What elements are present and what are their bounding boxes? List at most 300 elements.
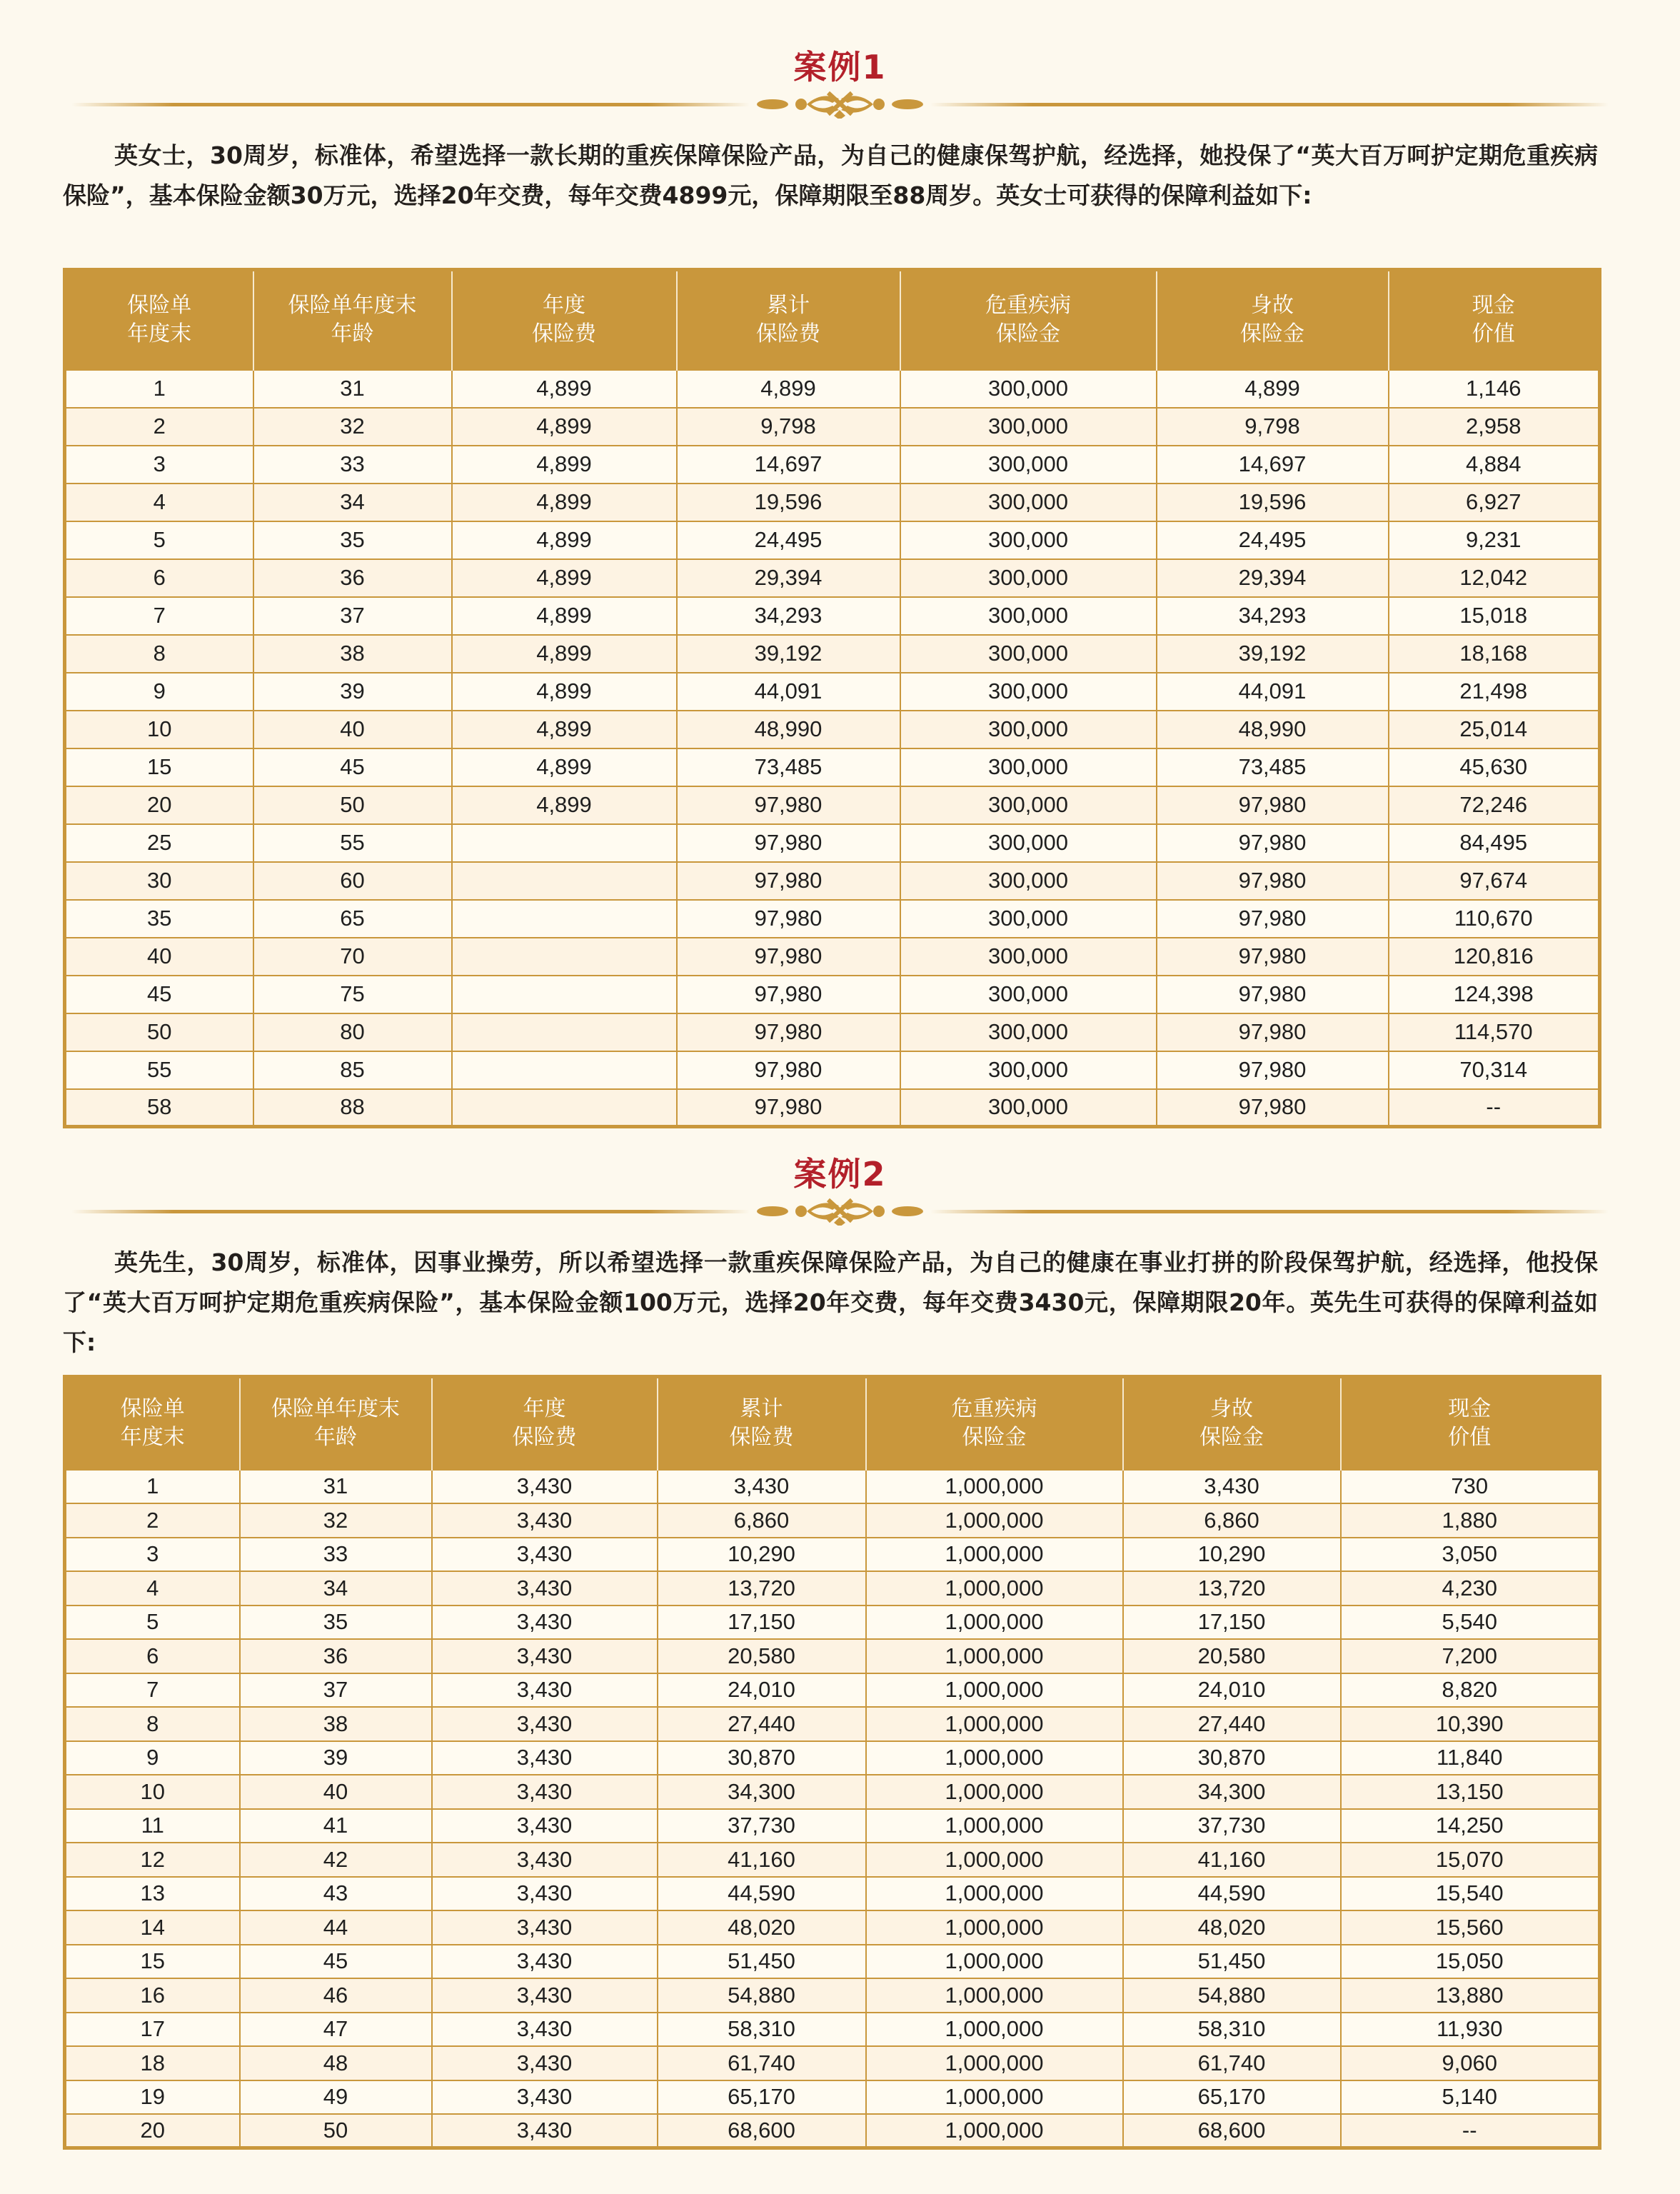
table-cell: 30,870 <box>1123 1741 1341 1775</box>
column-header-line: 现金 <box>1448 1396 1492 1422</box>
column-header-line: 保险金 <box>962 1425 1027 1451</box>
table-cell: 5 <box>65 1606 240 1640</box>
table-cell: 41,160 <box>658 1843 866 1877</box>
table-cell: 13 <box>65 1877 240 1911</box>
column-header-line: 危重疾病 <box>951 1396 1037 1422</box>
table-cell: 3,430 <box>432 1707 658 1741</box>
table-cell: 34,293 <box>1157 597 1389 635</box>
table-row <box>65 1013 1600 1051</box>
table-cell: 300,000 <box>900 1089 1157 1127</box>
table-cell: 60 <box>253 862 452 900</box>
table-cell: 85 <box>253 1051 452 1089</box>
table-cell: 9 <box>65 673 253 711</box>
table-cell: 14,697 <box>1157 446 1389 484</box>
column-header-line: 保险费 <box>532 321 596 347</box>
table-row <box>65 597 1600 635</box>
table-cell: 300,000 <box>900 635 1157 673</box>
table-cell: 40 <box>240 1775 432 1809</box>
table-cell: 15 <box>65 748 253 786</box>
table-header-row <box>65 1377 1600 1470</box>
table-cell: 39,192 <box>677 635 900 673</box>
table-cell: 34 <box>240 1571 432 1606</box>
table-cell: 18 <box>65 2046 240 2080</box>
table-cell: 4,899 <box>452 597 677 635</box>
table-row <box>65 1741 1600 1775</box>
table-cell: 11,840 <box>1341 1741 1600 1775</box>
table-cell: 75 <box>253 976 452 1013</box>
table-cell: 97,980 <box>1157 900 1389 938</box>
table-row <box>65 938 1600 976</box>
table-cell: 24,495 <box>677 521 900 559</box>
table-cell: 50 <box>65 1013 253 1051</box>
table-cell: 124,398 <box>1389 976 1600 1013</box>
column-header <box>900 270 1157 370</box>
table-cell: 300,000 <box>900 976 1157 1013</box>
table-cell: 1,000,000 <box>866 1877 1123 1911</box>
column-header <box>65 1377 240 1470</box>
table-cell: 1,000,000 <box>866 1571 1123 1606</box>
table-row <box>65 900 1600 938</box>
table-cell: 41 <box>240 1809 432 1843</box>
table-cell: 97,980 <box>1157 1051 1389 1089</box>
table-cell: 97,980 <box>677 900 900 938</box>
table-cell: 4,230 <box>1341 1571 1600 1606</box>
table-cell: 4,899 <box>452 711 677 748</box>
table-cell: 31 <box>253 370 452 408</box>
table-row <box>65 1639 1600 1673</box>
table-row <box>65 1775 1600 1809</box>
table-cell: 1,000,000 <box>866 1639 1123 1673</box>
table-cell: 55 <box>253 824 452 862</box>
table-cell: 47 <box>240 2013 432 2047</box>
table-cell: 3,430 <box>432 1571 658 1606</box>
table-row <box>65 1673 1600 1708</box>
table-cell: 48,990 <box>1157 711 1389 748</box>
table-cell: 36 <box>240 1639 432 1673</box>
column-header <box>658 1377 866 1470</box>
table-cell: 11,930 <box>1341 2013 1600 2047</box>
column-header-line: 保险费 <box>512 1425 577 1451</box>
table-cell: 70,314 <box>1389 1051 1600 1089</box>
column-header <box>866 1377 1123 1470</box>
table-cell: 97,980 <box>1157 824 1389 862</box>
table-row <box>65 1809 1600 1843</box>
table-cell: 45,630 <box>1389 748 1600 786</box>
table-cell: 97,980 <box>677 938 900 976</box>
column-header-line: 现金 <box>1472 293 1515 319</box>
case2-title: 案例2 <box>793 1155 887 1193</box>
table-cell: 4,899 <box>452 521 677 559</box>
table-row <box>65 2114 1600 2148</box>
table-cell: 33 <box>240 1538 432 1572</box>
column-header <box>1389 270 1600 370</box>
table-row <box>65 446 1600 484</box>
table-cell: 3,430 <box>432 1741 658 1775</box>
table-cell: 10 <box>65 1775 240 1809</box>
table-cell: 19 <box>65 2080 240 2115</box>
table-cell: 12 <box>65 1843 240 1877</box>
case1-description: 英女士，30周岁，标准体，希望选择一款长期的重疾保障保险产品，为自己的健康保驾护航，经选择，她投保了“英大百万呵护定期危重疾病保险”，基本保险金额30万元，选择20年交费，每年交费4899元，保障期限至88周岁。英女士可获得的保障利益如下: <box>63 141 1598 209</box>
table-cell: 3 <box>65 1538 240 1572</box>
column-header-line: 价值 <box>1472 321 1515 347</box>
table-cell: 37,730 <box>1123 1809 1341 1843</box>
table-cell: 27,440 <box>658 1707 866 1741</box>
table-cell: 4 <box>65 484 253 521</box>
table-row <box>65 976 1600 1013</box>
table-cell: 38 <box>253 635 452 673</box>
table-cell: 9,798 <box>677 408 900 446</box>
table-cell: 44 <box>240 1910 432 1945</box>
table-cell: 24,010 <box>1123 1673 1341 1708</box>
table-cell: 1,000,000 <box>866 1503 1123 1538</box>
table-cell: 4,899 <box>452 484 677 521</box>
table-cell: 40 <box>253 711 452 748</box>
table-cell: 24,010 <box>658 1673 866 1708</box>
table-cell: 300,000 <box>900 786 1157 824</box>
table-cell: 9,060 <box>1341 2046 1600 2080</box>
table-row <box>65 748 1600 786</box>
table-cell: 97,980 <box>677 1013 900 1051</box>
table-cell: 61,740 <box>658 2046 866 2080</box>
table-cell: 30 <box>65 862 253 900</box>
table-cell: 97,980 <box>677 862 900 900</box>
table-cell: 300,000 <box>900 559 1157 597</box>
table-cell: 300,000 <box>900 370 1157 408</box>
table-cell: 44,091 <box>677 673 900 711</box>
table-cell: 1,000,000 <box>866 1945 1123 1979</box>
table-row <box>65 2080 1600 2115</box>
table-cell: 32 <box>240 1503 432 1538</box>
table-cell: 300,000 <box>900 900 1157 938</box>
case2-benefit-table <box>63 1375 1601 2150</box>
table-cell: 13,720 <box>1123 1571 1341 1606</box>
table-cell: 34,300 <box>1123 1775 1341 1809</box>
table-cell: 37 <box>253 597 452 635</box>
table-cell <box>452 824 677 862</box>
column-header <box>1157 270 1389 370</box>
table-cell: 1,000,000 <box>866 1809 1123 1843</box>
column-header-line: 年度 <box>543 293 585 319</box>
table-row <box>65 2013 1600 2047</box>
column-header-line: 保险金 <box>1240 321 1304 347</box>
table-cell <box>452 938 677 976</box>
table-cell: 14,250 <box>1341 1809 1600 1843</box>
column-header <box>240 1377 432 1470</box>
table-cell: 1 <box>65 370 253 408</box>
table-cell: 40 <box>65 938 253 976</box>
table-cell: 80 <box>253 1013 452 1051</box>
table-cell: 5,540 <box>1341 1606 1600 1640</box>
table-cell: 4,899 <box>452 446 677 484</box>
table-cell: 97,980 <box>677 1089 900 1127</box>
table-cell: 45 <box>65 976 253 1013</box>
table-cell <box>452 1013 677 1051</box>
table-cell: 16 <box>65 1978 240 2013</box>
table-cell: 35 <box>240 1606 432 1640</box>
table-cell: 54,880 <box>658 1978 866 2013</box>
table-cell: 4,899 <box>677 370 900 408</box>
table-cell: 73,485 <box>1157 748 1389 786</box>
table-row <box>65 786 1600 824</box>
table-cell: 29,394 <box>1157 559 1389 597</box>
table-cell: 41,160 <box>1123 1843 1341 1877</box>
table-cell <box>452 862 677 900</box>
table-cell: 2 <box>65 1503 240 1538</box>
table-cell: 9 <box>65 1741 240 1775</box>
table-cell: 97,980 <box>677 824 900 862</box>
table-cell: 68,600 <box>1123 2114 1341 2148</box>
table-cell: 10,390 <box>1341 1707 1600 1741</box>
table-cell: 48,990 <box>677 711 900 748</box>
column-header-line: 累计 <box>740 1396 783 1422</box>
table-cell: 1,000,000 <box>866 1673 1123 1708</box>
table-row <box>65 1089 1600 1127</box>
table-cell: 97,980 <box>1157 1013 1389 1051</box>
table-cell: -- <box>1341 2114 1600 2148</box>
table-cell: 3,430 <box>432 2013 658 2047</box>
table-cell: 97,674 <box>1389 862 1600 900</box>
case1-benefit-table <box>63 268 1601 1128</box>
table-cell: 3,430 <box>658 1470 866 1504</box>
column-header-line: 年度末 <box>120 1425 185 1451</box>
case1-title: 案例1 <box>793 48 887 86</box>
table-cell: 65,170 <box>658 2080 866 2115</box>
table-cell: 97,980 <box>677 786 900 824</box>
table-cell: 49 <box>240 2080 432 2115</box>
table-cell: 3,430 <box>432 2114 658 2148</box>
table-cell: 15,018 <box>1389 597 1600 635</box>
table-cell: 17,150 <box>658 1606 866 1640</box>
ornament-divider-icon <box>71 1197 1609 1226</box>
table-cell: 50 <box>253 786 452 824</box>
table-cell: 300,000 <box>900 521 1157 559</box>
case2-table-body <box>65 1470 1600 2148</box>
table-cell: 1,000,000 <box>866 2013 1123 2047</box>
table-cell: 20 <box>65 786 253 824</box>
table-cell: 97,980 <box>1157 938 1389 976</box>
table-cell: 97,980 <box>1157 862 1389 900</box>
column-header-line: 保险费 <box>729 1425 794 1451</box>
table-cell: 3,430 <box>432 1843 658 1877</box>
table-cell: 25 <box>65 824 253 862</box>
table-cell: 39 <box>253 673 452 711</box>
table-row <box>65 1538 1600 1572</box>
table-row <box>65 711 1600 748</box>
table-cell: 6,860 <box>1123 1503 1341 1538</box>
table-cell: 300,000 <box>900 862 1157 900</box>
table-cell: 300,000 <box>900 597 1157 635</box>
table-cell: 300,000 <box>900 711 1157 748</box>
table-cell: 4,884 <box>1389 446 1600 484</box>
table-cell: 7 <box>65 1673 240 1708</box>
table-cell: 54,880 <box>1123 1978 1341 2013</box>
case1-table-body <box>65 370 1600 1127</box>
table-cell: 6 <box>65 559 253 597</box>
column-header <box>253 270 452 370</box>
table-cell: 50 <box>240 2114 432 2148</box>
table-cell: 7,200 <box>1341 1639 1600 1673</box>
table-cell: 5 <box>65 521 253 559</box>
table-cell: 1,146 <box>1389 370 1600 408</box>
table-cell: 1 <box>65 1470 240 1504</box>
table-cell: 15,560 <box>1341 1910 1600 1945</box>
table-cell: 13,150 <box>1341 1775 1600 1809</box>
table-cell: 36 <box>253 559 452 597</box>
table-cell: 3,430 <box>432 1775 658 1809</box>
table-row <box>65 1910 1600 1945</box>
table-cell: 300,000 <box>900 1013 1157 1051</box>
table-cell: 8 <box>65 635 253 673</box>
table-cell: 31 <box>240 1470 432 1504</box>
table-cell: 24,495 <box>1157 521 1389 559</box>
table-row <box>65 1571 1600 1606</box>
column-header-line: 年度末 <box>127 321 192 347</box>
column-header-line: 身故 <box>1210 1396 1253 1422</box>
table-cell: 97,980 <box>677 1051 900 1089</box>
table-cell: 73,485 <box>677 748 900 786</box>
table-cell: 97,980 <box>677 976 900 1013</box>
table-cell: 51,450 <box>658 1945 866 1979</box>
table-cell: 1,000,000 <box>866 1843 1123 1877</box>
table-cell: 30,870 <box>658 1741 866 1775</box>
table-cell: 11 <box>65 1809 240 1843</box>
table-cell: 68,600 <box>658 2114 866 2148</box>
table-cell: 48 <box>240 2046 432 2080</box>
table-cell: 4,899 <box>452 408 677 446</box>
table-cell: 70 <box>253 938 452 976</box>
table-cell: 1,000,000 <box>866 1707 1123 1741</box>
table-cell <box>452 976 677 1013</box>
table-row <box>65 862 1600 900</box>
column-header-line: 保险金 <box>996 321 1060 347</box>
table-cell: 1,000,000 <box>866 1606 1123 1640</box>
table-cell: 15 <box>65 1945 240 1979</box>
table-cell: 19,596 <box>1157 484 1389 521</box>
table-cell: 34,300 <box>658 1775 866 1809</box>
table-cell: 15,540 <box>1341 1877 1600 1911</box>
table-cell: 3 <box>65 446 253 484</box>
table-cell: 300,000 <box>900 748 1157 786</box>
table-row <box>65 673 1600 711</box>
table-cell: 2,958 <box>1389 408 1600 446</box>
table-cell: 9,798 <box>1157 408 1389 446</box>
table-cell: 4,899 <box>452 786 677 824</box>
table-cell: 84,495 <box>1389 824 1600 862</box>
table-cell: 6 <box>65 1639 240 1673</box>
table-row <box>65 370 1600 408</box>
table-cell: 3,430 <box>432 1673 658 1708</box>
table-row <box>65 1470 1600 1504</box>
table-cell: 10 <box>65 711 253 748</box>
table-cell: 44,590 <box>1123 1877 1341 1911</box>
table-cell: 72,246 <box>1389 786 1600 824</box>
table-cell: -- <box>1389 1089 1600 1127</box>
table-cell: 6,927 <box>1389 484 1600 521</box>
table-cell: 9,231 <box>1389 521 1600 559</box>
table-cell: 13,880 <box>1341 1978 1600 2013</box>
table-cell: 1,880 <box>1341 1503 1600 1538</box>
column-header <box>432 1377 658 1470</box>
column-header-line: 年龄 <box>331 321 374 347</box>
table-cell <box>452 1089 677 1127</box>
table-cell: 27,440 <box>1123 1707 1341 1741</box>
table-cell: 4 <box>65 1571 240 1606</box>
table-cell: 13,720 <box>658 1571 866 1606</box>
table-cell: 3,430 <box>432 1470 658 1504</box>
table-cell: 7 <box>65 597 253 635</box>
table-cell: 45 <box>240 1945 432 1979</box>
table-cell: 2 <box>65 408 253 446</box>
table-row <box>65 2046 1600 2080</box>
table-row <box>65 1606 1600 1640</box>
table-cell: 97,980 <box>1157 786 1389 824</box>
table-row <box>65 521 1600 559</box>
column-header-line: 保险单 <box>127 293 192 319</box>
table-cell: 20,580 <box>658 1639 866 1673</box>
table-cell: 20 <box>65 2114 240 2148</box>
table-cell: 39 <box>240 1741 432 1775</box>
table-cell: 20,580 <box>1123 1639 1341 1673</box>
table-cell: 37,730 <box>658 1809 866 1843</box>
column-header-line: 保险单 <box>120 1396 185 1422</box>
table-cell: 38 <box>240 1707 432 1741</box>
table-cell: 1,000,000 <box>866 1978 1123 2013</box>
table-cell: 3,430 <box>432 1945 658 1979</box>
table-cell: 4,899 <box>452 673 677 711</box>
table-cell: 3,430 <box>432 1809 658 1843</box>
table-cell: 110,670 <box>1389 900 1600 938</box>
column-header-line: 保险金 <box>1199 1425 1264 1451</box>
table-cell: 4,899 <box>452 635 677 673</box>
column-header-line: 保险单年度末 <box>288 293 417 319</box>
table-cell: 88 <box>253 1089 452 1127</box>
column-header-line: 价值 <box>1448 1425 1492 1451</box>
table-cell: 3,430 <box>432 1606 658 1640</box>
table-cell: 97,980 <box>1157 1089 1389 1127</box>
table-cell: 39,192 <box>1157 635 1389 673</box>
table-cell: 1,000,000 <box>866 2080 1123 2115</box>
table-cell: 3,430 <box>432 1503 658 1538</box>
table-cell: 15,070 <box>1341 1843 1600 1877</box>
table-row <box>65 1877 1600 1911</box>
column-header-line: 危重疾病 <box>985 293 1071 319</box>
table-cell: 3,430 <box>432 1639 658 1673</box>
table-cell: 300,000 <box>900 673 1157 711</box>
table-cell: 300,000 <box>900 484 1157 521</box>
table-cell: 45 <box>253 748 452 786</box>
table-cell: 58,310 <box>658 2013 866 2047</box>
table-cell: 33 <box>253 446 452 484</box>
table-cell: 48,020 <box>1123 1910 1341 1945</box>
table-cell: 114,570 <box>1389 1013 1600 1051</box>
table-cell: 300,000 <box>900 408 1157 446</box>
table-cell: 48,020 <box>658 1910 866 1945</box>
table-row <box>65 559 1600 597</box>
table-cell: 1,000,000 <box>866 1775 1123 1809</box>
table-cell: 29,394 <box>677 559 900 597</box>
table-cell: 44,590 <box>658 1877 866 1911</box>
column-header <box>677 270 900 370</box>
table-cell: 14,697 <box>677 446 900 484</box>
table-cell: 61,740 <box>1123 2046 1341 2080</box>
column-header-line: 身故 <box>1251 293 1294 319</box>
table-row <box>65 1978 1600 2013</box>
table-cell: 58,310 <box>1123 2013 1341 2047</box>
table-cell: 3,430 <box>432 1877 658 1911</box>
table-cell: 4,899 <box>452 559 677 597</box>
column-header <box>1341 1377 1600 1470</box>
table-cell: 55 <box>65 1051 253 1089</box>
